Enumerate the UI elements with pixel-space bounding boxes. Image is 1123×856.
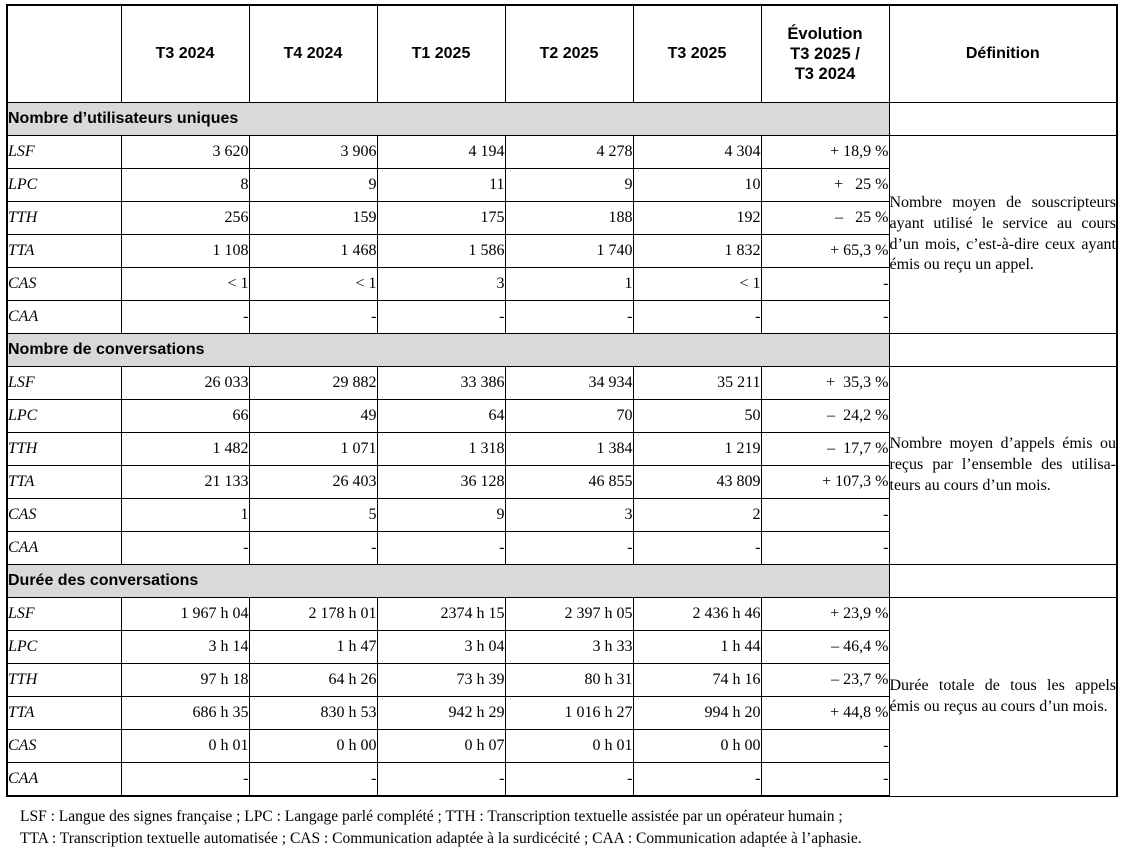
statistics-table <box>6 4 1118 797</box>
cell-value: 192 <box>633 202 761 235</box>
header-t4-2024: T4 2024 <box>249 5 377 103</box>
cell-value: 3 620 <box>121 136 249 169</box>
cell-value: 0 h 01 <box>121 730 249 763</box>
cell-value: - <box>377 532 505 565</box>
cell-value: 188 <box>505 202 633 235</box>
cell-value: - <box>377 301 505 334</box>
cell-value: - <box>633 532 761 565</box>
row-label: CAS <box>7 268 121 301</box>
cell-value: 49 <box>249 400 377 433</box>
cell-value: 3 h 33 <box>505 631 633 664</box>
section-band-spacer-1 <box>889 334 1117 367</box>
cell-value: 3 906 <box>249 136 377 169</box>
header-t1-2025: T1 2025 <box>377 5 505 103</box>
cell-value: 0 h 00 <box>633 730 761 763</box>
cell-value: 1 <box>121 499 249 532</box>
section-definition-0: Nombre moyen de souscripteurs ayant utilisé le service au cours d’un mois, c’est-à-dire ceux ayant émis ou reçu un appel. <box>889 136 1117 334</box>
table-body <box>7 103 1117 797</box>
cell-value: 3 h 04 <box>377 631 505 664</box>
cell-value: 2 397 h 05 <box>505 598 633 631</box>
row-label: TTA <box>7 235 121 268</box>
cell-value: 256 <box>121 202 249 235</box>
cell-value: - <box>249 763 377 797</box>
cell-evolution: - <box>761 532 889 565</box>
cell-value: - <box>121 763 249 797</box>
row-label: CAS <box>7 730 121 763</box>
row-label: TTH <box>7 664 121 697</box>
cell-value: < 1 <box>633 268 761 301</box>
cell-value: 1 832 <box>633 235 761 268</box>
header-evolution-line1: Évolution <box>787 24 863 43</box>
row-label: LPC <box>7 400 121 433</box>
cell-value: 10 <box>633 169 761 202</box>
cell-evolution: + 35,3 % <box>761 367 889 400</box>
cell-value: 1 318 <box>377 433 505 466</box>
cell-value: 1 071 <box>249 433 377 466</box>
cell-value: 50 <box>633 400 761 433</box>
cell-evolution: – 17,7 % <box>761 433 889 466</box>
cell-value: - <box>633 301 761 334</box>
cell-evolution: - <box>761 268 889 301</box>
cell-value: 830 h 53 <box>249 697 377 730</box>
cell-value: 159 <box>249 202 377 235</box>
cell-value: 994 h 20 <box>633 697 761 730</box>
row-label: LSF <box>7 367 121 400</box>
cell-value: 1 384 <box>505 433 633 466</box>
row-label: LSF <box>7 136 121 169</box>
cell-evolution: – 23,7 % <box>761 664 889 697</box>
cell-value: - <box>121 301 249 334</box>
table-header <box>7 5 1117 103</box>
cell-value: 80 h 31 <box>505 664 633 697</box>
cell-value: - <box>505 763 633 797</box>
header-evolution-line3: T3 2024 <box>794 65 856 84</box>
cell-value: 4 304 <box>633 136 761 169</box>
cell-value: 70 <box>505 400 633 433</box>
cell-value: 29 882 <box>249 367 377 400</box>
cell-value: 3 h 14 <box>121 631 249 664</box>
header-evolution <box>761 5 889 103</box>
cell-evolution: - <box>761 730 889 763</box>
cell-evolution: + 44,8 % <box>761 697 889 730</box>
section-title-1: Nombre de conversations <box>7 334 889 367</box>
row-label: CAA <box>7 763 121 797</box>
cell-evolution: + 65,3 % <box>761 235 889 268</box>
row-label: TTA <box>7 466 121 499</box>
footnote-line-1: LSF : Langue des signes française ; LPC : Langage parlé complété ; TTH : Transcription textuelle assistée par un opérateur humain ; <box>20 808 843 825</box>
header-definition: Définition <box>889 5 1117 103</box>
cell-value: 36 128 <box>377 466 505 499</box>
cell-evolution: + 23,9 % <box>761 598 889 631</box>
cell-value: - <box>633 763 761 797</box>
section-definition-2: Durée totale de tous les appels émis ou reçus au cours d’un mois. <box>889 598 1117 797</box>
cell-value: 2 <box>633 499 761 532</box>
cell-value: 5 <box>249 499 377 532</box>
row-label: TTH <box>7 202 121 235</box>
section-band-spacer-2 <box>889 565 1117 598</box>
cell-value: 3 <box>377 268 505 301</box>
cell-value: 0 h 07 <box>377 730 505 763</box>
cell-value: 942 h 29 <box>377 697 505 730</box>
cell-value: 686 h 35 <box>121 697 249 730</box>
cell-value: 26 033 <box>121 367 249 400</box>
cell-value: 1 482 <box>121 433 249 466</box>
cell-value: 73 h 39 <box>377 664 505 697</box>
cell-value: 1 586 <box>377 235 505 268</box>
cell-evolution: - <box>761 499 889 532</box>
section-band-spacer-0 <box>889 103 1117 136</box>
cell-value: 9 <box>505 169 633 202</box>
cell-value: 1 468 <box>249 235 377 268</box>
cell-value: 21 133 <box>121 466 249 499</box>
cell-value: 11 <box>377 169 505 202</box>
cell-value: 1 108 <box>121 235 249 268</box>
cell-value: 97 h 18 <box>121 664 249 697</box>
cell-value: 1 219 <box>633 433 761 466</box>
row-label: TTA <box>7 697 121 730</box>
row-label: CAS <box>7 499 121 532</box>
cell-value: 26 403 <box>249 466 377 499</box>
cell-value: 64 h 26 <box>249 664 377 697</box>
cell-value: 66 <box>121 400 249 433</box>
cell-value: 1 967 h 04 <box>121 598 249 631</box>
cell-value: 1 740 <box>505 235 633 268</box>
cell-value: 64 <box>377 400 505 433</box>
cell-evolution: – 24,2 % <box>761 400 889 433</box>
cell-evolution: – 46,4 % <box>761 631 889 664</box>
cell-evolution: + 25 % <box>761 169 889 202</box>
cell-value: - <box>505 301 633 334</box>
cell-value: 1 h 47 <box>249 631 377 664</box>
header-evolution-line2: T3 2025 / <box>790 44 860 63</box>
cell-value: 1 <box>505 268 633 301</box>
cell-value: 4 278 <box>505 136 633 169</box>
row-label: LSF <box>7 598 121 631</box>
cell-evolution: - <box>761 763 889 797</box>
cell-value: 2374 h 15 <box>377 598 505 631</box>
cell-value: 9 <box>249 169 377 202</box>
cell-value: 46 855 <box>505 466 633 499</box>
cell-value: 74 h 16 <box>633 664 761 697</box>
cell-value: < 1 <box>121 268 249 301</box>
cell-value: - <box>249 301 377 334</box>
header-t3-2024: T3 2024 <box>121 5 249 103</box>
footnote-line-2: TTA : Transcription textuelle automatisée ; CAS : Communication adaptée à la surdicécité ; CAA : Communication adaptée à l’aphasie. <box>20 830 862 848</box>
row-label: CAA <box>7 301 121 334</box>
table-row <box>7 367 1117 400</box>
row-label: LPC <box>7 169 121 202</box>
row-label: TTH <box>7 433 121 466</box>
section-title-2: Durée des conversations <box>7 565 889 598</box>
cell-value: 0 h 00 <box>249 730 377 763</box>
table-row <box>7 598 1117 631</box>
section-band-row <box>7 103 1117 136</box>
header-t2-2025: T2 2025 <box>505 5 633 103</box>
row-label: CAA <box>7 532 121 565</box>
section-band-row <box>7 334 1117 367</box>
cell-value: 35 211 <box>633 367 761 400</box>
cell-value: 8 <box>121 169 249 202</box>
cell-evolution: + 18,9 % <box>761 136 889 169</box>
section-definition-1: Nombre moyen d’appels émis ou reçus par l’ensemble des utilisateurs au cours d’un mois. <box>889 367 1117 565</box>
cell-value: - <box>121 532 249 565</box>
cell-value: 1 016 h 27 <box>505 697 633 730</box>
cell-value: - <box>505 532 633 565</box>
header-corner-cell <box>7 5 121 103</box>
row-label: LPC <box>7 631 121 664</box>
cell-value: 3 <box>505 499 633 532</box>
cell-value: 33 386 <box>377 367 505 400</box>
table-row <box>7 136 1117 169</box>
header-row <box>7 5 1117 103</box>
cell-value: < 1 <box>249 268 377 301</box>
table-footnotes <box>6 806 1117 851</box>
cell-evolution: - <box>761 301 889 334</box>
cell-value: 9 <box>377 499 505 532</box>
cell-value: 0 h 01 <box>505 730 633 763</box>
section-title-0: Nombre d’utilisateurs uniques <box>7 103 889 136</box>
cell-value: 1 h 44 <box>633 631 761 664</box>
cell-value: 175 <box>377 202 505 235</box>
cell-value: 2 436 h 46 <box>633 598 761 631</box>
cell-evolution: – 25 % <box>761 202 889 235</box>
header-t3-2025: T3 2025 <box>633 5 761 103</box>
cell-value: 34 934 <box>505 367 633 400</box>
cell-value: - <box>377 763 505 797</box>
section-band-row <box>7 565 1117 598</box>
cell-value: 43 809 <box>633 466 761 499</box>
cell-value: 4 194 <box>377 136 505 169</box>
cell-value: - <box>249 532 377 565</box>
cell-value: 2 178 h 01 <box>249 598 377 631</box>
cell-evolution: + 107,3 % <box>761 466 889 499</box>
